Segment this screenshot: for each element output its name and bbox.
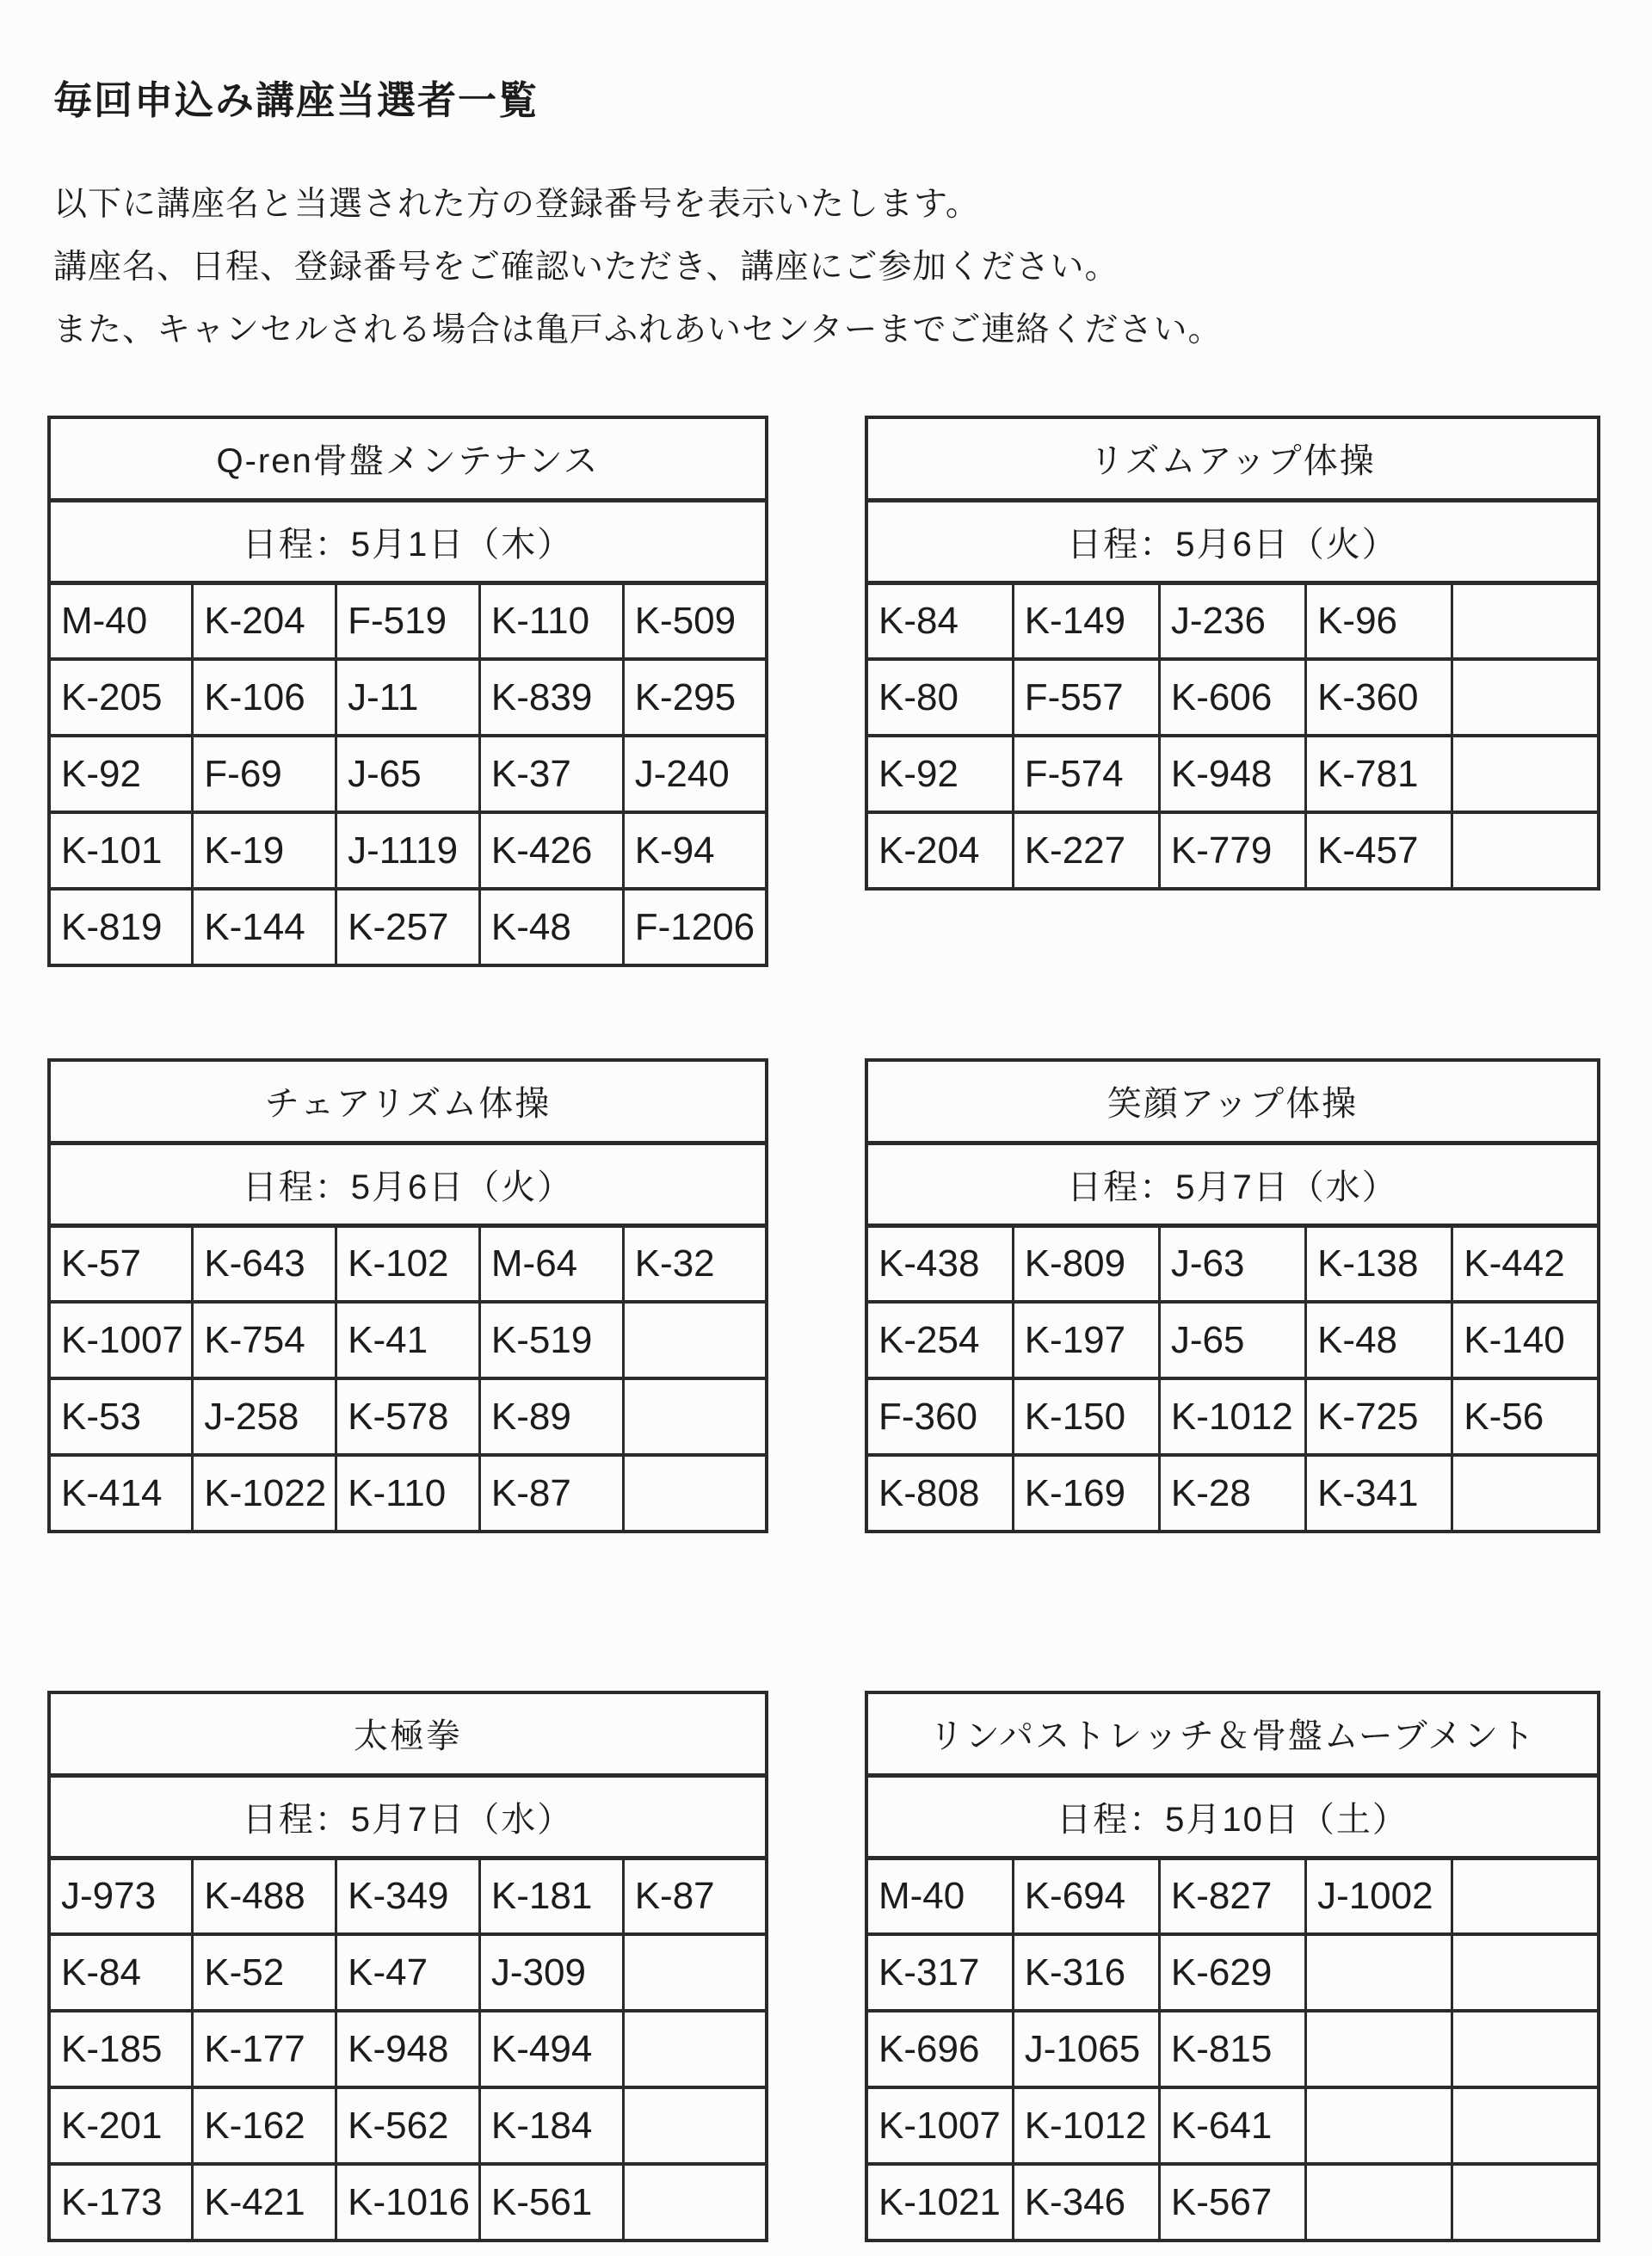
table-row bbox=[49, 1455, 767, 1532]
registration-number-cell: K-144 bbox=[193, 889, 336, 965]
registration-number-cell: K-47 bbox=[336, 1934, 480, 2011]
registration-number-cell: J-63 bbox=[1159, 1225, 1305, 1302]
table-row bbox=[866, 1934, 1599, 2011]
table-row bbox=[866, 812, 1599, 889]
empty-cell bbox=[1306, 2011, 1452, 2087]
registration-number-cell: K-52 bbox=[193, 1934, 336, 2011]
registration-number-cell: K-110 bbox=[336, 1455, 480, 1532]
registration-number-cell: K-426 bbox=[479, 812, 623, 889]
registration-number-cell: K-488 bbox=[193, 1858, 336, 1934]
empty-cell bbox=[1306, 2164, 1452, 2241]
table-row bbox=[866, 1302, 1599, 1378]
schedule-date: 日程：5月7日（水） bbox=[49, 1775, 767, 1858]
registration-number-cell: K-819 bbox=[49, 889, 193, 965]
table-row bbox=[866, 1858, 1599, 1934]
table-row bbox=[866, 582, 1599, 659]
table-row bbox=[49, 659, 767, 736]
registration-number-cell: K-562 bbox=[336, 2087, 480, 2164]
registration-number-cell: J-1119 bbox=[336, 812, 480, 889]
registration-number-cell: F-360 bbox=[866, 1378, 1013, 1455]
registration-number-cell: K-1022 bbox=[193, 1455, 336, 1532]
registration-number-cell: K-96 bbox=[1306, 582, 1452, 659]
registration-number-cell: K-519 bbox=[479, 1302, 623, 1378]
registration-number-cell: K-48 bbox=[1306, 1302, 1452, 1378]
registration-number-cell: K-457 bbox=[1306, 812, 1452, 889]
registration-number-cell: J-65 bbox=[336, 736, 480, 812]
registration-number-cell: M-40 bbox=[866, 1858, 1013, 1934]
registration-number-cell: K-257 bbox=[336, 889, 480, 965]
registration-number-cell: K-561 bbox=[479, 2164, 623, 2241]
registration-number-cell: F-574 bbox=[1013, 736, 1159, 812]
empty-cell bbox=[1306, 1934, 1452, 2011]
registration-number-cell: K-438 bbox=[866, 1225, 1013, 1302]
empty-cell bbox=[1452, 812, 1599, 889]
registration-number-cell: K-204 bbox=[193, 582, 336, 659]
table-row bbox=[49, 812, 767, 889]
registration-number-cell: F-1206 bbox=[623, 889, 767, 965]
table-row bbox=[866, 2164, 1599, 2241]
empty-cell bbox=[623, 1934, 767, 2011]
course-title: リンパストレッチ＆骨盤ムーブメント bbox=[866, 1692, 1599, 1775]
course-table-chair-rhythm-taiso bbox=[47, 1058, 768, 1533]
registration-number-cell: K-1007 bbox=[866, 2087, 1013, 2164]
registration-number-cell: K-815 bbox=[1159, 2011, 1305, 2087]
registration-number-cell: K-140 bbox=[1452, 1302, 1599, 1378]
registration-number-cell: K-295 bbox=[623, 659, 767, 736]
registration-number-cell: K-696 bbox=[866, 2011, 1013, 2087]
registration-number-cell: K-349 bbox=[336, 1858, 480, 1934]
registration-number-cell: K-92 bbox=[49, 736, 193, 812]
schedule-date: 日程：5月7日（水） bbox=[866, 1143, 1599, 1225]
empty-cell bbox=[1452, 582, 1599, 659]
course-title-row bbox=[49, 1060, 767, 1143]
registration-number-cell: K-317 bbox=[866, 1934, 1013, 2011]
table-row bbox=[49, 2087, 767, 2164]
registration-number-cell: K-87 bbox=[479, 1455, 623, 1532]
registration-number-cell: K-754 bbox=[193, 1302, 336, 1378]
registration-number-cell: K-84 bbox=[866, 582, 1013, 659]
course-title: 太極拳 bbox=[49, 1692, 767, 1775]
course-table-qren-kotsuban-maintenance bbox=[47, 416, 768, 967]
schedule-row bbox=[49, 1143, 767, 1225]
registration-number-cell: K-827 bbox=[1159, 1858, 1305, 1934]
registration-number-cell: K-32 bbox=[623, 1225, 767, 1302]
registration-number-cell: K-567 bbox=[1159, 2164, 1305, 2241]
registration-number-cell: K-87 bbox=[623, 1858, 767, 1934]
registration-number-cell: K-84 bbox=[49, 1934, 193, 2011]
schedule-row bbox=[866, 1143, 1599, 1225]
registration-number-cell: K-94 bbox=[623, 812, 767, 889]
table-row bbox=[49, 2011, 767, 2087]
registration-number-cell: K-149 bbox=[1013, 582, 1159, 659]
empty-cell bbox=[1452, 2011, 1599, 2087]
registration-number-cell: J-973 bbox=[49, 1858, 193, 1934]
registration-number-cell: K-177 bbox=[193, 2011, 336, 2087]
empty-cell bbox=[623, 2164, 767, 2241]
table-row bbox=[49, 736, 767, 812]
registration-number-cell: K-48 bbox=[479, 889, 623, 965]
registration-number-cell: K-89 bbox=[479, 1378, 623, 1455]
registration-number-cell: K-694 bbox=[1013, 1858, 1159, 1934]
table-row bbox=[49, 889, 767, 965]
registration-number-cell: K-606 bbox=[1159, 659, 1305, 736]
registration-number-cell: K-578 bbox=[336, 1378, 480, 1455]
empty-cell bbox=[1452, 1455, 1599, 1532]
registration-number-cell: K-197 bbox=[1013, 1302, 1159, 1378]
schedule-date: 日程：5月6日（火） bbox=[866, 500, 1599, 582]
registration-number-cell: K-725 bbox=[1306, 1378, 1452, 1455]
registration-number-cell: K-641 bbox=[1159, 2087, 1305, 2164]
page-title: 毎回申込み講座当選者一覧 bbox=[53, 78, 539, 122]
empty-cell bbox=[1306, 2087, 1452, 2164]
registration-number-cell: K-80 bbox=[866, 659, 1013, 736]
course-title-row bbox=[866, 1692, 1599, 1775]
course-title-row bbox=[866, 417, 1599, 500]
registration-number-cell: K-643 bbox=[193, 1225, 336, 1302]
table-row bbox=[49, 1858, 767, 1934]
table-row bbox=[866, 2011, 1599, 2087]
registration-number-cell: K-360 bbox=[1306, 659, 1452, 736]
registration-number-cell: K-809 bbox=[1013, 1225, 1159, 1302]
empty-cell bbox=[1452, 2164, 1599, 2241]
table-row bbox=[866, 1378, 1599, 1455]
course-title: 笑顔アップ体操 bbox=[866, 1060, 1599, 1143]
table-row bbox=[49, 1934, 767, 2011]
registration-number-cell: K-106 bbox=[193, 659, 336, 736]
registration-number-cell: J-309 bbox=[479, 1934, 623, 2011]
course-table-egao-up-taiso bbox=[865, 1058, 1600, 1533]
empty-cell bbox=[1452, 1858, 1599, 1934]
registration-number-cell: K-442 bbox=[1452, 1225, 1599, 1302]
course-title-row bbox=[49, 1692, 767, 1775]
registration-number-cell: F-519 bbox=[336, 582, 480, 659]
registration-number-cell: K-41 bbox=[336, 1302, 480, 1378]
schedule-row bbox=[866, 500, 1599, 582]
course-title: リズムアップ体操 bbox=[866, 417, 1599, 500]
empty-cell bbox=[1452, 1934, 1599, 2011]
table-row bbox=[866, 1225, 1599, 1302]
empty-cell bbox=[623, 1302, 767, 1378]
course-table-taikyokuken bbox=[47, 1691, 768, 2242]
registration-number-cell: K-201 bbox=[49, 2087, 193, 2164]
registration-number-cell: K-92 bbox=[866, 736, 1013, 812]
schedule-row bbox=[866, 1775, 1599, 1858]
registration-number-cell: K-56 bbox=[1452, 1378, 1599, 1455]
registration-number-cell: K-1012 bbox=[1013, 2087, 1159, 2164]
table-row bbox=[866, 2087, 1599, 2164]
registration-number-cell: M-40 bbox=[49, 582, 193, 659]
registration-number-cell: K-185 bbox=[49, 2011, 193, 2087]
registration-number-cell: K-316 bbox=[1013, 1934, 1159, 2011]
registration-number-cell: K-1021 bbox=[866, 2164, 1013, 2241]
registration-number-cell: K-341 bbox=[1306, 1455, 1452, 1532]
table-row bbox=[49, 2164, 767, 2241]
registration-number-cell: K-57 bbox=[49, 1225, 193, 1302]
schedule-date: 日程：5月6日（火） bbox=[49, 1143, 767, 1225]
table-row bbox=[866, 659, 1599, 736]
registration-number-cell: J-258 bbox=[193, 1378, 336, 1455]
course-title: チェアリズム体操 bbox=[49, 1060, 767, 1143]
empty-cell bbox=[623, 2087, 767, 2164]
registration-number-cell: K-629 bbox=[1159, 1934, 1305, 2011]
registration-number-cell: K-948 bbox=[1159, 736, 1305, 812]
registration-number-cell: K-184 bbox=[479, 2087, 623, 2164]
course-table-lymph-stretch-kotsuban-movement bbox=[865, 1691, 1600, 2242]
registration-number-cell: K-138 bbox=[1306, 1225, 1452, 1302]
registration-number-cell: K-494 bbox=[479, 2011, 623, 2087]
registration-number-cell: M-64 bbox=[479, 1225, 623, 1302]
table-row bbox=[49, 1302, 767, 1378]
registration-number-cell: K-169 bbox=[1013, 1455, 1159, 1532]
empty-cell bbox=[1452, 736, 1599, 812]
empty-cell bbox=[1452, 659, 1599, 736]
registration-number-cell: J-65 bbox=[1159, 1302, 1305, 1378]
schedule-date: 日程：5月10日（土） bbox=[866, 1775, 1599, 1858]
table-row bbox=[866, 736, 1599, 812]
registration-number-cell: K-779 bbox=[1159, 812, 1305, 889]
registration-number-cell: J-11 bbox=[336, 659, 480, 736]
registration-number-cell: K-204 bbox=[866, 812, 1013, 889]
registration-number-cell: K-948 bbox=[336, 2011, 480, 2087]
registration-number-cell: K-421 bbox=[193, 2164, 336, 2241]
schedule-row bbox=[49, 500, 767, 582]
schedule-row bbox=[49, 1775, 767, 1858]
table-row bbox=[49, 1378, 767, 1455]
intro-line-3: また、キャンセルされる場合は亀戸ふれあいセンターまでご連絡ください。 bbox=[53, 311, 1223, 348]
registration-number-cell: F-557 bbox=[1013, 659, 1159, 736]
registration-number-cell: K-53 bbox=[49, 1378, 193, 1455]
registration-number-cell: K-808 bbox=[866, 1455, 1013, 1532]
schedule-date: 日程：5月1日（木） bbox=[49, 500, 767, 582]
registration-number-cell: K-414 bbox=[49, 1455, 193, 1532]
registration-number-cell: K-19 bbox=[193, 812, 336, 889]
registration-number-cell: K-1012 bbox=[1159, 1378, 1305, 1455]
registration-number-cell: K-509 bbox=[623, 582, 767, 659]
table-row bbox=[866, 1455, 1599, 1532]
registration-number-cell: K-101 bbox=[49, 812, 193, 889]
registration-number-cell: K-150 bbox=[1013, 1378, 1159, 1455]
registration-number-cell: K-102 bbox=[336, 1225, 480, 1302]
registration-number-cell: K-181 bbox=[479, 1858, 623, 1934]
registration-number-cell: K-346 bbox=[1013, 2164, 1159, 2241]
registration-number-cell: J-1002 bbox=[1306, 1858, 1452, 1934]
empty-cell bbox=[623, 1455, 767, 1532]
registration-number-cell: F-69 bbox=[193, 736, 336, 812]
registration-number-cell: K-162 bbox=[193, 2087, 336, 2164]
registration-number-cell: K-110 bbox=[479, 582, 623, 659]
registration-number-cell: K-839 bbox=[479, 659, 623, 736]
intro-line-2: 講座名、日程、登録番号をご確認いただき、講座にご参加ください。 bbox=[53, 249, 1119, 286]
registration-number-cell: K-173 bbox=[49, 2164, 193, 2241]
registration-number-cell: K-1007 bbox=[49, 1302, 193, 1378]
registration-number-cell: K-227 bbox=[1013, 812, 1159, 889]
registration-number-cell: K-205 bbox=[49, 659, 193, 736]
registration-number-cell: K-254 bbox=[866, 1302, 1013, 1378]
registration-number-cell: K-1016 bbox=[336, 2164, 480, 2241]
empty-cell bbox=[1452, 2087, 1599, 2164]
registration-number-cell: J-1065 bbox=[1013, 2011, 1159, 2087]
course-table-rhythm-up-taiso bbox=[865, 416, 1600, 891]
registration-number-cell: K-781 bbox=[1306, 736, 1452, 812]
course-title: Q-ren骨盤メンテナンス bbox=[49, 417, 767, 500]
table-row bbox=[49, 582, 767, 659]
registration-number-cell: J-240 bbox=[623, 736, 767, 812]
table-row bbox=[49, 1225, 767, 1302]
registration-number-cell: K-28 bbox=[1159, 1455, 1305, 1532]
course-title-row bbox=[866, 1060, 1599, 1143]
registration-number-cell: J-236 bbox=[1159, 582, 1305, 659]
intro-line-1: 以下に講座名と当選された方の登録番号を表示いたします。 bbox=[53, 186, 980, 223]
empty-cell bbox=[623, 2011, 767, 2087]
course-title-row bbox=[49, 417, 767, 500]
registration-number-cell: K-37 bbox=[479, 736, 623, 812]
empty-cell bbox=[623, 1378, 767, 1455]
